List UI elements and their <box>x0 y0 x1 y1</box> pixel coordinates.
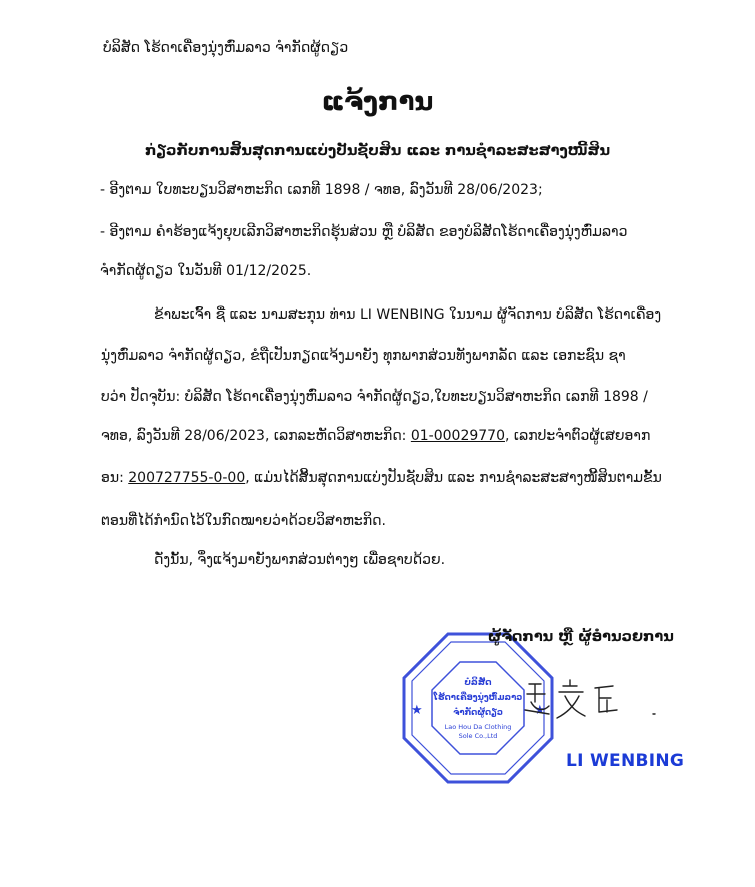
body-line-4-pre: ຈທອ, ລົງວັນທີ 28/06/2023, ເລກລະຫັດວິສາຫະກິດ: <box>101 428 411 444</box>
signatory-name: LI WENBING <box>566 751 685 771</box>
body-line-5 <box>101 468 662 488</box>
document-subtitle: ກ່ຽວກັບການສິ້ນສຸດການແບ່ງປັນຊັບສິນ ແລະ ການຊຳລະສະສາງໜີ້ສິນ <box>144 143 611 159</box>
body-line-4-post: , ເລກປະຈຳຕົວຜູ້ເສຍອາກ <box>504 428 651 444</box>
body-line-3: ບວ່າ ປັດຈຸບັນ: ບໍລິສັດ ໂຮ້ດາເຄື່ອງນຸ່ງຫົ່ມລາວ ຈຳກັດຜູ້ດຽວ,ໃບທະບຽນວິສາຫະກິດ ເລກທີ 1898 / <box>101 389 648 405</box>
stamp-line-1: ບໍລິສັດ <box>464 678 492 688</box>
body-line-2: ນຸ່ງຫົ່ມລາວ ຈຳກັດຜູ້ດຽວ, ຂໍຖືເປັນກຽດແຈ້ງມາຍັງ ທຸກພາກສ່ວນທັງພາກລັດ ແລະ ເອກະຊົນ ຊາ <box>101 348 626 364</box>
document-title: ແຈ້ງການ <box>321 87 434 117</box>
svg-text:★: ★ <box>411 703 423 718</box>
stamp-english-1: Lao Hou Da Clothing <box>444 723 512 731</box>
body-line-5-post: , ແມ່ນໄດ້ສິ້ນສຸດການແບ່ງປັນຊັບສິນ ແລະ ການຊຳລະສະສາງໜີ້ສິນຕາມຂັ້ນ <box>245 470 662 486</box>
tax-id: 200727755-0-00 <box>128 470 246 486</box>
body-line-6: ຕອນທີ່ໄດ້ກຳນົດໄວ້ໃນກົດໝາຍວ່າດ້ວຍວິສາຫະກິດ. <box>101 513 386 529</box>
reference-dissolution-request-cont: ຈຳກັດຜູ້ດຽວ ໃນວັນທີ 01/12/2025. <box>100 263 312 279</box>
company-header: ບໍລິສັດ ໂຮ້ດາເຄື່ອງນຸ່ງຫົ່ມລາວ ຈຳກັດຜູ້ດຽວ <box>103 40 349 56</box>
reference-registration: - ອີງຕາມ ໃບທະບຽນວິສາຫະກິດ ເລກທີ 1898 / ຈທອ, ລົງວັນທີ 28/06/2023; <box>100 182 543 198</box>
handwritten-signature <box>515 676 665 726</box>
stamp-line-3: ຈຳກັດຜູ້ດຽວ <box>453 708 503 718</box>
body-line-4 <box>101 426 650 446</box>
svg-text:★: ★ <box>534 703 546 718</box>
enterprise-code: 01-00029770 <box>410 428 505 444</box>
signatory-title: ຜູ້ຈັດການ ຫຼື ຜູ້ອຳນວຍການ <box>488 629 674 645</box>
body-line-5-pre: ອນ: <box>101 470 129 486</box>
closing-statement: ດັ່ງນັ້ນ, ຈຶ່ງແຈ້ງມາຍັງພາກສ່ວນຕ່າງໆ ເພື່ອຊາບດ້ວຍ. <box>154 552 446 568</box>
body-line-1: ຂ້າພະເຈົ້າ ຊື່ ແລະ ນາມສະກຸນ ທ່ານ LI WENBING ໃນນາມ ຜູ້ຈັດການ ບໍລິສັດ ໂຮ້ດາເຄື່ອງ <box>154 307 662 323</box>
reference-dissolution-request: - ອີງຕາມ ຄຳຮ້ອງແຈ້ງຍຸບເລີກວິສາຫະກິດຮຸ້ນສ່ວນ ຫຼື ບໍລິສັດ ຂອງບໍລິສັດໂຮ້ດາເຄື່ອງນຸ່ງຫົ່ມລາວ <box>100 224 628 240</box>
stamp-line-2: ໂຮ້ດາເຄື່ອງນຸ່ງຫົ່ມລາວ <box>433 693 523 703</box>
stamp-english-2: Sole Co.,Ltd <box>458 732 498 740</box>
